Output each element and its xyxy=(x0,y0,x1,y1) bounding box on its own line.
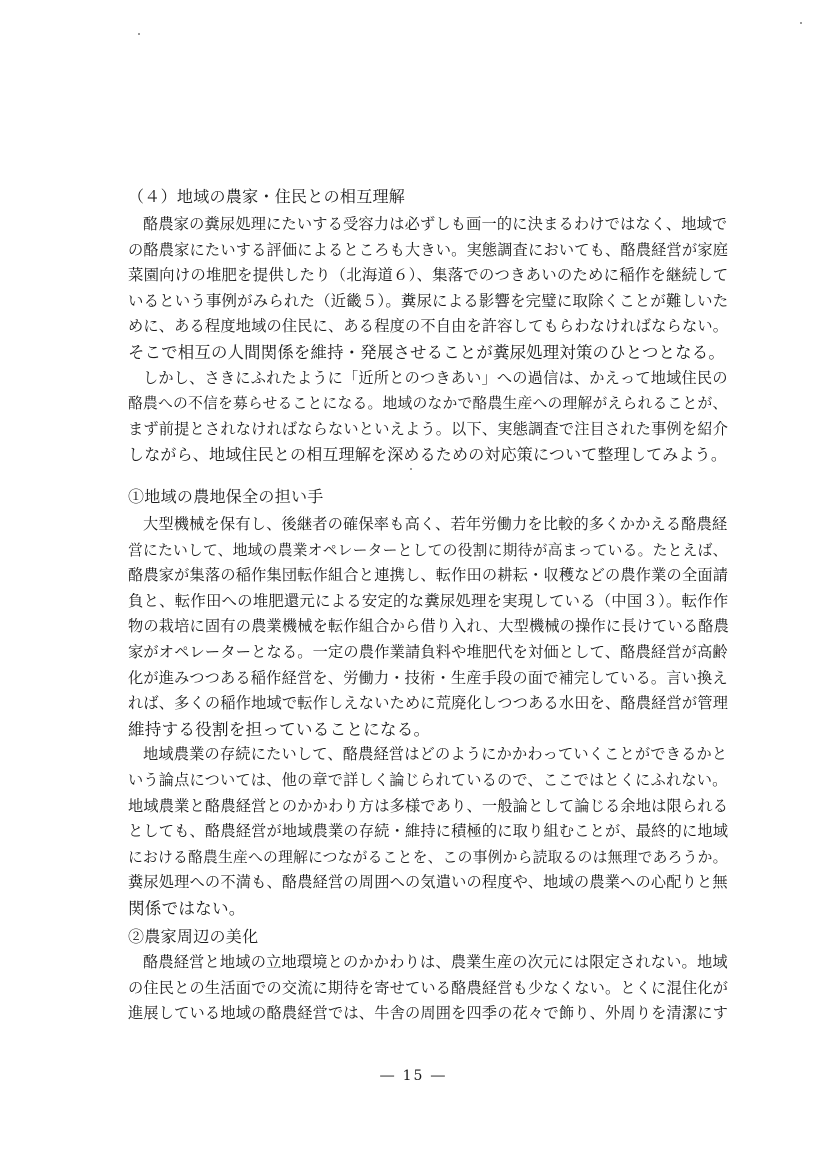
paragraph-line: しかし、さきにふれたように「近所とのつきあい」への過信は、かえって地域住民の xyxy=(143,368,728,387)
paragraph-line: 大型機械を保有し、後継者の確保率も高く、若年労働力を比較的多くかかえる酪農経 xyxy=(143,515,728,533)
paragraph-line: まず前提とされなければならないといえよう。以下、実態調査で注目された事例を紹介 xyxy=(128,419,729,438)
scan-speck xyxy=(138,33,140,35)
paragraph-line: 関係ではない。 xyxy=(128,898,246,918)
subsection-heading: ②農家周辺の美化 xyxy=(128,927,259,946)
paragraph-line: 物の栽培に固有の農業機械を転作組合から借り入れ、大型機械の操作に長けている酪農 xyxy=(128,617,730,636)
paragraph-line: れば、多くの稲作地域で転作しえないために荒廃化しつつある水田を、酪農経営が管理 xyxy=(128,694,729,713)
paragraph-line: の酪農家にたいする評価によるところも大きい。実態調査においても、酪農経営が家庭 xyxy=(128,240,729,259)
paragraph-line: しながら、地域住民との相互理解を深めるための対応策について整理してみよう。 xyxy=(128,445,728,465)
paragraph-line: 負と、転作田への堆肥還元による安定的な糞尿処理を実現している（中国３）。転作作 xyxy=(128,591,729,610)
paragraph-line: 酪農経営と地域の立地環境とのかかわりは、農業生産の次元には限定されない。地域 xyxy=(143,953,728,971)
paragraph-line: としても、酪農経営が地域農業の存続・維持に積極的に取り組むことが、最終的に地域 xyxy=(128,822,729,841)
paragraph-line: における酪農生産への理解につながることを、この事例から読取るのは無理であろうか。 xyxy=(128,848,728,866)
paragraph-line: の住民との生活面での交流に期待を寄せている酪農経営も少なくない。とくに混住化が xyxy=(128,978,729,997)
paragraph-line: 家がオペレーターとなる。一定の農作業請負料や堆肥代を対価として、酪農経営が高齢 xyxy=(128,642,728,661)
paragraph-line: いう論点については、他の章で詳しく論じられているので、ここではとくにふれない。 xyxy=(128,770,728,789)
paragraph-line: 酪農への不信を募らせることになる。地域のなかで酪農生産への理解がえられることが、 xyxy=(128,395,728,413)
paragraph-line: 地域農業と酪農経営とのかかわり方は多様であり、一般論として論じる余地は限られる xyxy=(128,796,729,815)
paragraph-line: 糞尿処理への不満も、酪農経営の周囲への気遣いの程度や、地域の農業への心配りと無 xyxy=(128,873,728,892)
paragraph-line: 地域農業の存続にたいして、酪農経営はどのようにかかわっていくことができるかと xyxy=(143,745,728,764)
paragraph-line: いるという事例がみられた（近畿５）。糞尿による影響を完璧に取除くことが難しいた xyxy=(128,291,729,310)
scan-speck xyxy=(410,468,412,470)
subsection-body xyxy=(128,950,728,1027)
paragraph-line: そこで相互の人間関係を維持・発展させることが糞尿処理対策のひとつとなる。 xyxy=(128,342,725,362)
paragraph-line: 進展している地域の酪農経営では、牛舎の周囲を四季の花々で飾り、外周りを清潔にす xyxy=(128,1004,729,1023)
paragraph-line: めに、ある程度地域の住民に、ある程度の不自由を許容してもらわなければならない。 xyxy=(128,317,729,336)
page-number: ― 15 ― xyxy=(380,1068,447,1084)
paragraph-line: 酪農家が集落の稲作集団転作組合と連携し、転作田の耕耘・収穫などの農作業の全面請 xyxy=(128,566,729,585)
subsection-heading: ①地域の農地保全の担い手 xyxy=(128,487,324,506)
section-heading: （４）地域の農家・住民との相互理解 xyxy=(128,187,406,206)
paragraph-line: 営にたいして、地域の農業オペレーターとしての役割に期待が高まっている。たとえば、 xyxy=(128,541,728,559)
paragraph-line: 酪農家の糞尿処理にたいする受容力は必ずしも画一的に決まるわけではなく、地域で xyxy=(143,215,728,233)
paragraph-line: 化が進みつつある稲作経営を、労働力・技術・生産手段の面で補完している。言い換え xyxy=(128,668,728,687)
scan-speck xyxy=(800,22,802,24)
paragraph-line: 菜園向けの堆肥を提供したり（北海道６）、集落でのつきあいのために稲作を継続して xyxy=(128,266,729,285)
paragraph-line: 維持する役割を担っていることになる。 xyxy=(128,719,431,739)
subsection-body xyxy=(128,512,728,922)
section-body xyxy=(128,212,728,468)
